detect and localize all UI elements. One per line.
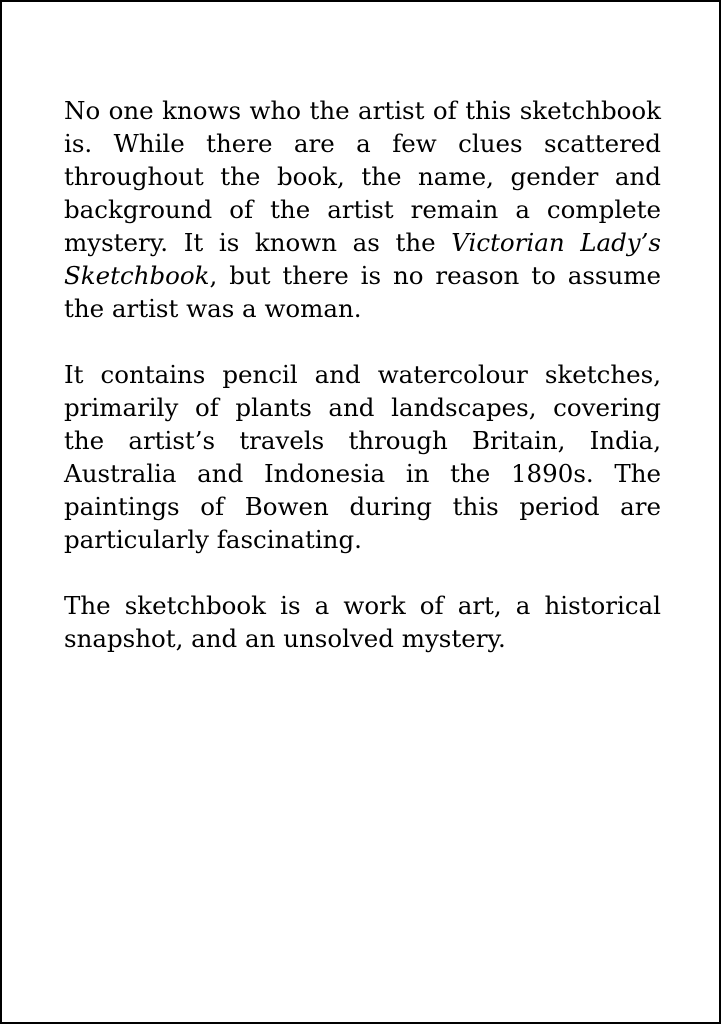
paragraph-intro — [64, 94, 661, 325]
paragraph-intro-text-end: , but there is no reason to assume the artist was a woman. — [64, 261, 661, 323]
body-text — [64, 94, 661, 655]
paragraph-contents: It contains pencil and watercolour sketches, primarily of plants and landscapes, covering the artist’s travels through Britain, India, Australia and Indonesia in the 1890s. The paintings of Bowen during this period are particularly fascinating. — [64, 360, 661, 554]
sketchbook-title: Victorian Lady’s Sketchbook — [64, 228, 661, 290]
paragraph-intro-text-start: No one knows who the artist of this sketchbook is. While there are a few clues scattered throughout the book, the name, gender and background of the artist remain a complete mystery. It is known as the — [64, 96, 661, 257]
paragraph-summary: The sketchbook is a work of art, a historical snapshot, and an unsolved mystery. — [64, 591, 661, 653]
